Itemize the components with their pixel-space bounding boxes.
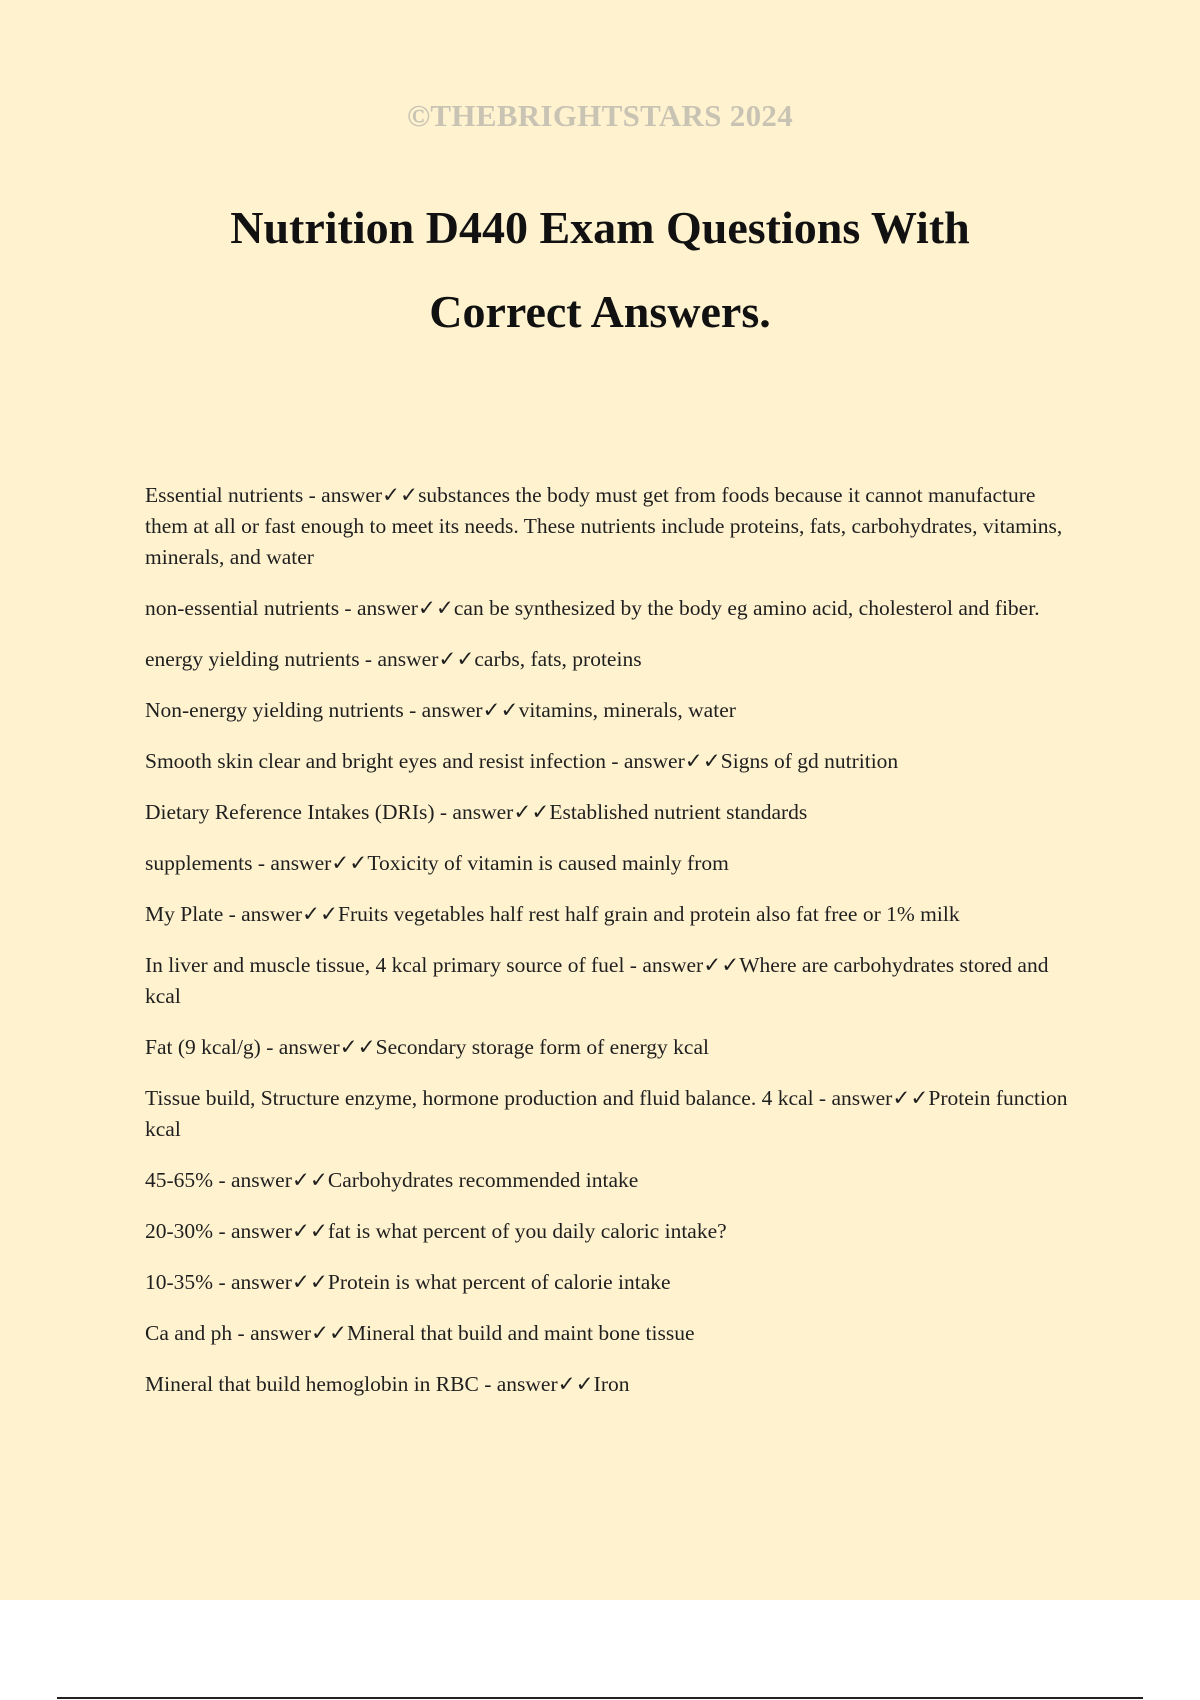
document-title	[0, 186, 1200, 354]
qa-item: My Plate - answer✓✓Fruits vegetables half rest half grain and protein also fat free or 1% milk	[145, 902, 960, 926]
title-line-2: Correct Answers.	[429, 286, 771, 337]
qa-item: energy yielding nutrients - answer✓✓carbs, fats, proteins	[145, 647, 642, 671]
qa-item: Dietary Reference Intakes (DRIs) - answer✓✓Established nutrient standards	[145, 800, 808, 824]
qa-item: Non-energy yielding nutrients - answer✓✓vitamins, minerals, water	[145, 698, 736, 722]
qa-item: Essential nutrients - answer✓✓substances the body must get from foods because it cannot manufacture them at all or fast enough to meet its needs. These nutrients include proteins, fats, carbohydrates, vitamins, minerals, and water	[145, 483, 1063, 569]
qa-item: Tissue build, Structure enzyme, hormone production and fluid balance. 4 kcal - answer✓✓Protein function kcal	[145, 1086, 1068, 1141]
qa-item: 45-65% - answer✓✓Carbohydrates recommended intake	[145, 1168, 639, 1192]
qa-item: Mineral that build hemoglobin in RBC - answer✓✓Iron	[145, 1372, 630, 1396]
qa-item: In liver and muscle tissue, 4 kcal primary source of fuel - answer✓✓Where are carbohydrates stored and kcal	[145, 953, 1049, 1008]
qa-item: non-essential nutrients - answer✓✓can be synthesized by the body eg amino acid, cholesterol and fiber.	[145, 596, 1040, 620]
title-line-1: Nutrition D440 Exam Questions With	[230, 202, 970, 253]
qa-item: Ca and ph - answer✓✓Mineral that build and maint bone tissue	[145, 1321, 695, 1345]
qa-item: supplements - answer✓✓Toxicity of vitamin is caused mainly from	[145, 851, 729, 875]
question-answer-list	[145, 480, 1070, 1420]
copyright-watermark: ©THEBRIGHTSTARS 2024	[406, 98, 794, 133]
qa-item: Fat (9 kcal/g) - answer✓✓Secondary storage form of energy kcal	[145, 1035, 709, 1059]
qa-item: 20-30% - answer✓✓fat is what percent of you daily caloric intake?	[145, 1219, 727, 1243]
page-divider	[57, 1697, 1143, 1699]
qa-item: 10-35% - answer✓✓Protein is what percent of calorie intake	[145, 1270, 671, 1294]
qa-item: Smooth skin clear and bright eyes and resist infection - answer✓✓Signs of gd nutrition	[145, 749, 899, 773]
